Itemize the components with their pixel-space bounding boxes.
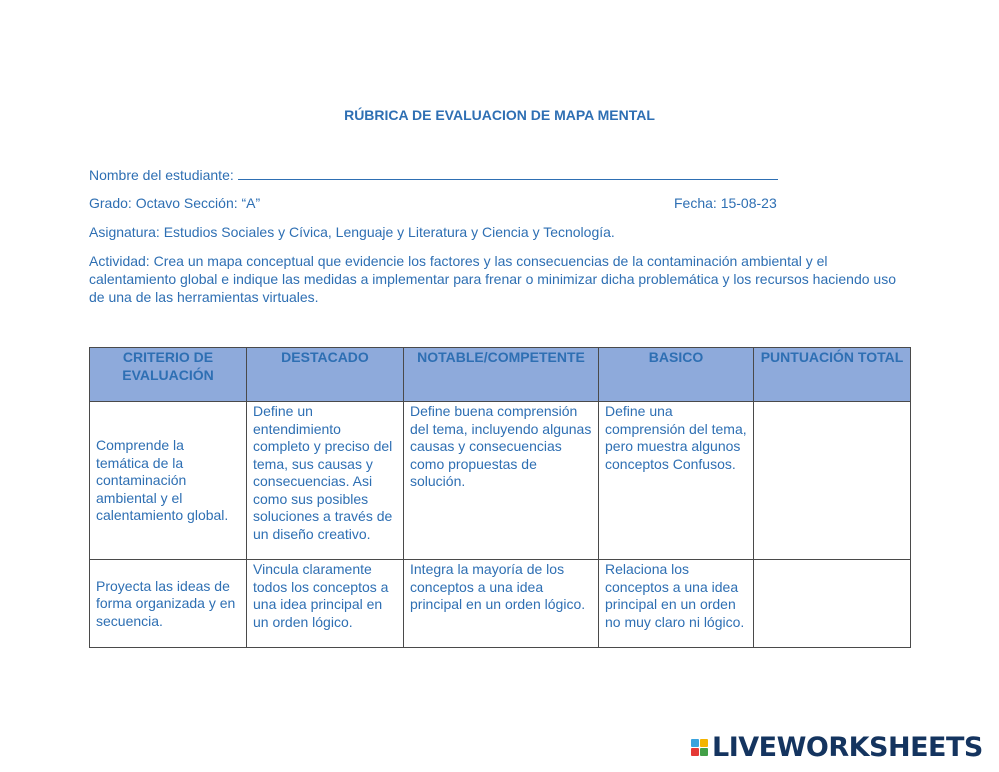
header-destacado: DESTACADO — [247, 348, 404, 402]
criterion-cell: Proyecta las ideas de forma organizada y en secuencia. — [90, 560, 247, 648]
header-criterio: CRITERIO DE EVALUACIÓN — [90, 348, 247, 402]
table-row — [90, 402, 911, 560]
header-notable: NOTABLE/COMPETENTE — [404, 348, 599, 402]
header-basico: BASICO — [599, 348, 754, 402]
grade-line — [89, 194, 789, 212]
logo-square-icon — [691, 739, 699, 747]
score-cell[interactable] — [754, 402, 911, 560]
subject-line: Asignatura: Estudios Sociales y Cívica, Lenguaje y Literatura y Ciencia y Tecnología. — [89, 224, 615, 240]
destacado-cell: Define un entendimiento completo y preciso del tema, sus causas y consecuencias. Asi como sus posibles soluciones a través de un diseño creativo. — [247, 402, 404, 560]
activity-description: Actividad: Crea un mapa conceptual que evidencie los factores y las consecuencias de la contaminación ambiental y el calentamiento global e indique las medidas a implementar para frenar o minimizar dicha problemática y los recursos haciendo uso de una de las herramientas virtuales. — [89, 253, 896, 305]
destacado-cell: Vincula claramente todos los conceptos a una idea principal en un orden lógico. — [247, 560, 404, 648]
score-cell[interactable] — [754, 560, 911, 648]
student-name-blank[interactable] — [238, 165, 778, 180]
logo-square-icon — [700, 748, 708, 756]
grade-section-text: Grado: Octavo Sección: “A” — [89, 195, 261, 211]
basico-cell: Relaciona los conceptos a una idea principal en un orden no muy claro ni lógico. — [599, 560, 754, 648]
date-text: Fecha: 15-08-23 — [674, 195, 777, 211]
liveworksheets-logo-icon — [691, 739, 708, 756]
student-name-label: Nombre del estudiante: — [89, 167, 234, 183]
student-name-line — [89, 165, 778, 184]
document-title: RÚBRICA DE EVALUACION DE MAPA MENTAL — [344, 107, 655, 123]
header-puntuacion: PUNTUACIÓN TOTAL — [754, 348, 911, 402]
criterion-cell: Comprende la temática de la contaminación ambiental y el calentamiento global. — [90, 402, 247, 560]
notable-cell: Define buena comprensión del tema, incluyendo algunas causas y consecuencias como propuestas de solución. — [404, 402, 599, 560]
notable-cell: Integra la mayoría de los conceptos a una idea principal en un orden lógico. — [404, 560, 599, 648]
logo-text: LIVEWORKSHEETS — [712, 731, 983, 763]
table-row — [90, 560, 911, 648]
logo-square-icon — [700, 739, 708, 747]
logo-square-icon — [691, 748, 699, 756]
liveworksheets-logo — [691, 732, 983, 762]
rubric-table — [89, 347, 911, 648]
rubric-header-row — [90, 348, 911, 402]
basico-cell: Define una comprensión del tema, pero muestra algunos conceptos Confusos. — [599, 402, 754, 560]
